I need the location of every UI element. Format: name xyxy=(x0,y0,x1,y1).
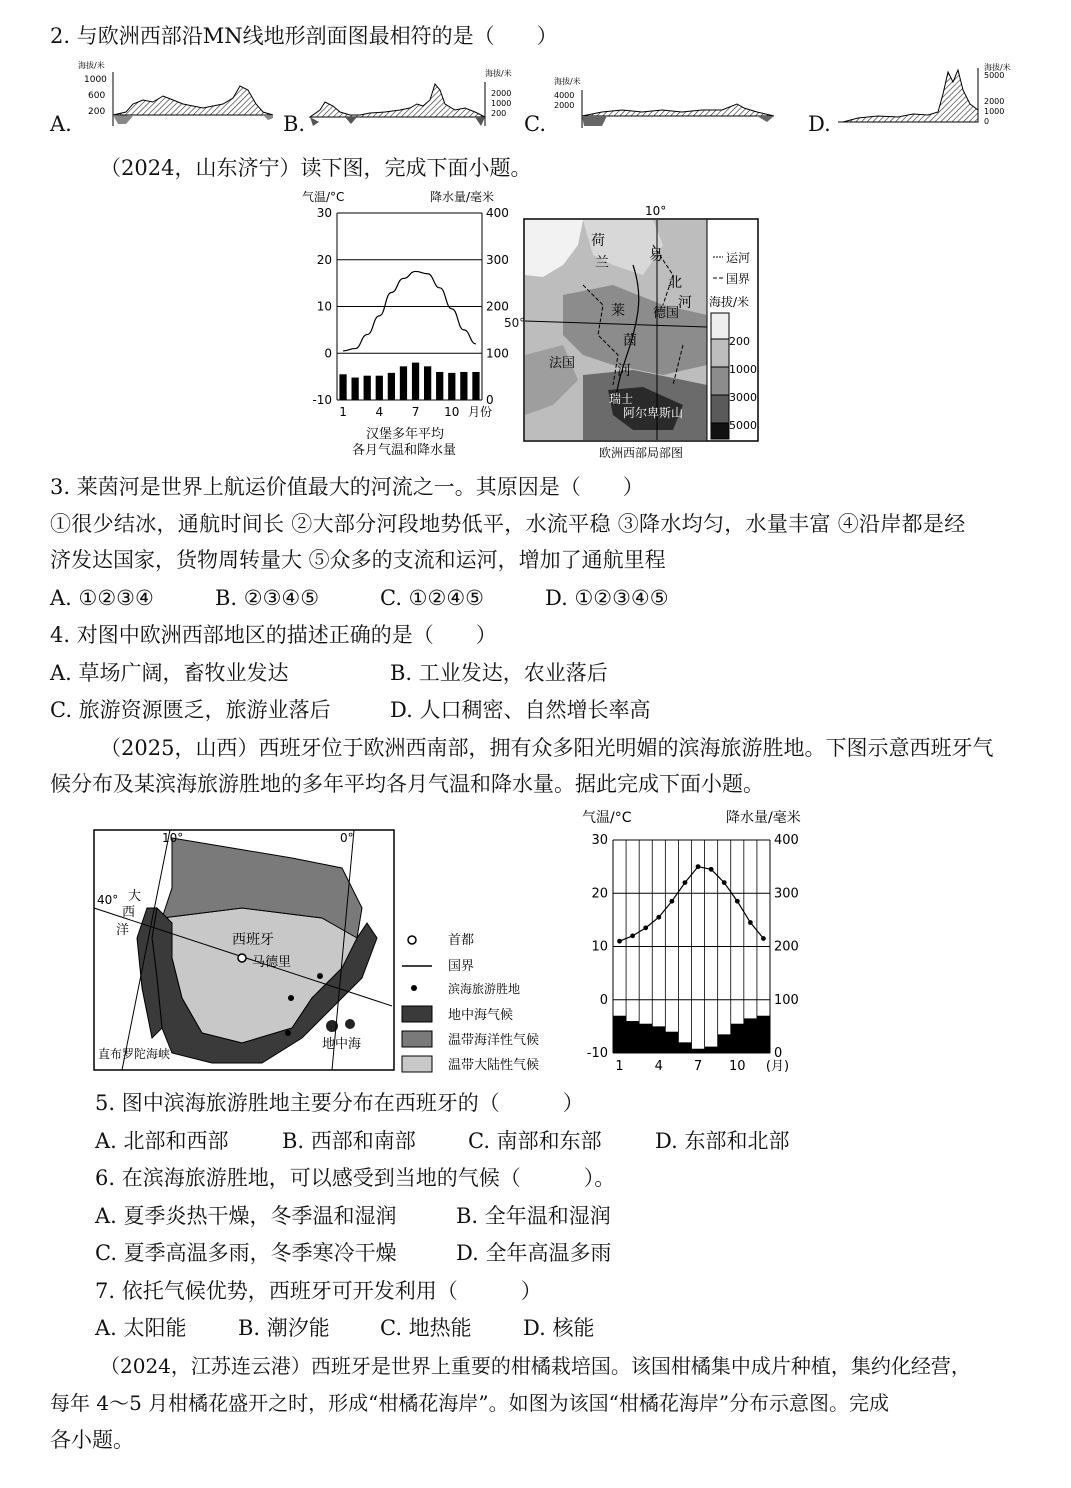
profile-b-tick: 200 xyxy=(491,109,507,118)
x-unit-label: (月) xyxy=(765,1059,790,1074)
precip-bar xyxy=(412,363,419,400)
map2-lat: 40° xyxy=(97,893,119,907)
chart1-caption-2: 各月气温和降水量 xyxy=(352,443,457,458)
precip-bar xyxy=(400,366,407,400)
chart2-ylabel-right: 降水量/毫米 xyxy=(726,810,801,826)
right-tick-label: 300 xyxy=(774,886,799,902)
temperature-point xyxy=(748,920,753,925)
map1-legend-border: 国界 xyxy=(726,272,751,286)
map2-lon2: 0° xyxy=(340,831,354,845)
profile-d-unit: 海拔/米 xyxy=(984,63,1011,72)
profile-d-tick: 1000 xyxy=(984,107,1005,116)
left-tick-label: 10 xyxy=(591,939,608,955)
profile-c-tick: 4000 xyxy=(554,91,575,100)
q4-stem: 4. 对图中欧洲西部地区的描述正确的是（ ） xyxy=(50,623,497,647)
q7-option-a[interactable]: A. 太阳能 xyxy=(95,1316,187,1340)
profile-a-unit: 海拔/米 xyxy=(78,61,105,70)
left-tick-label: 0 xyxy=(324,346,332,361)
profile-b-tick: 2000 xyxy=(491,89,512,98)
q3-option-a[interactable]: A. ①②③④ xyxy=(50,586,154,610)
precip-bar xyxy=(678,1042,691,1053)
precip-bar xyxy=(757,1016,770,1053)
spain-climate-map xyxy=(92,828,562,1078)
precip-bar xyxy=(744,1018,757,1053)
temperature-point xyxy=(669,899,674,904)
temperature-point xyxy=(643,925,648,930)
x-tick-label: 1 xyxy=(615,1059,624,1074)
temperature-point xyxy=(761,936,766,941)
map2-legend-oceanic: 温带海洋性气候 xyxy=(448,1033,540,1048)
set1-intro: （2024，山东济宁）读下图，完成下面小题。 xyxy=(100,156,532,180)
temperature-point xyxy=(656,915,661,920)
set3-line2: 每年 4～5 月柑橘花盛开之时，形成“柑橘花海岸”。如图为该国“柑橘花海岸”分布示意图。完成 xyxy=(50,1391,890,1415)
map2-legend-border: 国界 xyxy=(448,959,475,974)
precip-bar xyxy=(613,1016,626,1053)
q3-statement-line2: 济发达国家，货物周转量大 ⑤众多的支流和运河，增加了通航里程 xyxy=(50,548,666,572)
left-tick-label: 30 xyxy=(316,206,332,220)
x-tick-label: 10 xyxy=(444,405,460,419)
map1-label: 法国 xyxy=(549,356,576,371)
profile-a xyxy=(78,60,278,132)
profile-b-tick: 1000 xyxy=(491,99,512,108)
right-tick-label: 100 xyxy=(486,346,509,361)
precip-bar xyxy=(448,373,455,400)
temperature-point xyxy=(683,880,688,885)
q5-option-a[interactable]: A. 北部和西部 xyxy=(95,1129,229,1153)
temperature-point xyxy=(709,867,714,872)
profile-a-tick: 600 xyxy=(88,91,106,101)
map2-legend-capital: 首都 xyxy=(448,933,475,948)
q6-option-b[interactable]: B. 全年温和湿润 xyxy=(456,1204,611,1228)
map2-ocean-3: 洋 xyxy=(116,923,130,938)
map2-lon1: 10° xyxy=(162,831,184,845)
right-tick-label: 400 xyxy=(486,206,509,220)
left-tick-label: -10 xyxy=(312,393,332,407)
map1-label: 茵 xyxy=(623,333,637,349)
temperature-line xyxy=(343,271,476,350)
map1-caption: 欧洲西部局部图 xyxy=(599,446,684,460)
map1-label: 河 xyxy=(617,363,631,379)
temperature-point xyxy=(617,939,622,944)
q4-option-b[interactable]: B. 工业发达，农业落后 xyxy=(390,661,608,685)
profile-d-tick: 5000 xyxy=(984,71,1005,80)
q6-option-d[interactable]: D. 全年高温多雨 xyxy=(456,1241,612,1265)
x-tick-label: 7 xyxy=(693,1059,703,1074)
x-tick-label: 4 xyxy=(654,1059,663,1074)
profile-c-unit: 海拔/米 xyxy=(554,77,581,86)
q2-option-d-label: D. xyxy=(808,112,831,136)
left-tick-label: 30 xyxy=(591,833,608,848)
x-tick-label: 4 xyxy=(375,405,384,419)
profile-d-tick: 2000 xyxy=(984,97,1005,106)
q4-option-a[interactable]: A. 草场广阔，畜牧业发达 xyxy=(50,661,289,685)
q5-stem: 5. 图中滨海旅游胜地主要分布在西班牙的（ ） xyxy=(95,1091,584,1115)
q7-option-c[interactable]: C. 地热能 xyxy=(380,1316,472,1340)
q3-option-d[interactable]: D. ①②③④⑤ xyxy=(545,586,669,610)
profile-b xyxy=(305,60,535,132)
q7-option-d[interactable]: D. 核能 xyxy=(523,1316,595,1340)
profile-b-unit: 海拔/米 xyxy=(485,69,512,78)
q5-option-c[interactable]: C. 南部和东部 xyxy=(468,1129,602,1153)
temperature-point xyxy=(630,933,635,938)
temperature-point xyxy=(735,899,740,904)
q5-option-b[interactable]: B. 西部和南部 xyxy=(282,1129,416,1153)
q2-stem: 2. 与欧洲西部沿MN线地形剖面图最相符的是（ ） xyxy=(50,24,558,48)
precip-bar xyxy=(472,372,479,400)
map2-ocean-2: 西 xyxy=(122,905,136,920)
x-tick-label: 1 xyxy=(339,405,347,419)
precip-bar xyxy=(665,1032,678,1053)
temperature-point xyxy=(696,864,701,869)
q3-option-c[interactable]: C. ①②④⑤ xyxy=(380,586,484,610)
map1-label: 兰 xyxy=(595,255,609,271)
q6-option-c[interactable]: C. 夏季高温多雨，冬季寒冷干燥 xyxy=(95,1241,397,1265)
x-unit-label: 月份 xyxy=(467,405,492,419)
set2-intro-line2: 候分布及某滨海旅游胜地的多年平均各月气温和降水量。据此完成下面小题。 xyxy=(50,772,764,796)
precip-bar xyxy=(364,376,371,400)
map1-label: 荷 xyxy=(591,233,605,249)
map2-sea: 地中海 xyxy=(322,1037,362,1052)
map2-legend-resort: 滨海旅游胜地 xyxy=(448,982,521,996)
map1-label: 瑞士 xyxy=(609,392,634,406)
chart1-ylabel-right: 降水量/毫米 xyxy=(430,190,495,204)
hamburg-climate-chart xyxy=(300,190,515,460)
precip-bar xyxy=(339,374,346,400)
set3-line3: 各小题。 xyxy=(50,1428,134,1452)
right-tick-label: 100 xyxy=(774,992,799,1008)
profile-a-tick: 200 xyxy=(88,107,106,117)
precip-bar xyxy=(376,376,383,400)
right-tick-label: 0 xyxy=(774,1046,783,1061)
profile-c-tick: 2000 xyxy=(554,101,575,110)
precip-bar xyxy=(718,1034,731,1053)
profile-a-tick: 1000 xyxy=(84,75,107,85)
chart1-ylabel-left: 气温/°C xyxy=(302,190,345,204)
set3-line1: （2024，江苏连云港）西班牙是世界上重要的柑橘栽培国。该国柑橘集中成片种植，集约化经营， xyxy=(100,1354,971,1378)
precip-bar xyxy=(352,378,359,400)
left-tick-label: 20 xyxy=(316,252,332,267)
x-tick-label: 7 xyxy=(411,405,420,419)
precip-bar xyxy=(626,1021,639,1053)
q7-option-b[interactable]: B. 潮汐能 xyxy=(238,1316,330,1340)
q3-statement-line1: ①很少结冰，通航时间长 ②大部分河段地势低平，水流平稳 ③降水均匀，水量丰富 ④沿岸都是经 xyxy=(50,512,966,536)
resort-climate-chart xyxy=(578,806,828,1076)
precip-bar xyxy=(731,1024,744,1053)
map1-elev-tick: 200 xyxy=(729,335,750,348)
map1-label: 德国 xyxy=(653,306,680,321)
x-tick-label: 10 xyxy=(729,1059,746,1074)
q2-option-b-label: B. xyxy=(283,112,306,136)
precip-bar xyxy=(388,373,395,400)
map2-capital: 马德里 xyxy=(252,955,292,970)
map1-label: 河 xyxy=(678,295,692,311)
left-tick-label: -10 xyxy=(586,1046,608,1061)
chart1-caption-1: 汉堡多年平均 xyxy=(366,427,445,442)
map1-label: 莱 xyxy=(611,303,625,319)
map1-label: 阿尔卑斯山 xyxy=(623,406,684,420)
map1-elev-tick: 1000 xyxy=(729,363,757,376)
q7-stem: 7. 依托气候优势，西班牙可开发利用（ ） xyxy=(95,1279,542,1303)
right-tick-label: 200 xyxy=(486,299,509,314)
profile-c xyxy=(552,70,782,132)
profile-d xyxy=(838,60,1038,132)
map2-ocean-1: 大 xyxy=(128,889,142,904)
left-tick-label: 20 xyxy=(591,886,608,902)
precip-bar xyxy=(436,372,443,400)
q6-option-a[interactable]: A. 夏季炎热干燥，冬季温和湿润 xyxy=(95,1204,397,1228)
western-europe-map xyxy=(523,205,759,460)
right-tick-label: 400 xyxy=(774,833,799,848)
map1-legend-canal: 运河 xyxy=(726,251,751,265)
map1-lat-label-ext: 50° xyxy=(504,316,526,330)
precip-bar xyxy=(652,1026,665,1053)
map1-lon-label: 10° xyxy=(645,205,667,218)
precip-bar xyxy=(692,1049,705,1053)
map2-strait: 直布罗陀海峡 xyxy=(98,1047,171,1061)
precip-bar xyxy=(705,1047,718,1053)
map1-elev-tick: 3000 xyxy=(729,391,757,404)
map1-label: 北 xyxy=(668,275,682,291)
right-tick-label: 200 xyxy=(774,939,799,955)
q4-option-d[interactable]: D. 人口稠密、自然增长率高 xyxy=(390,698,651,722)
temperature-point xyxy=(722,880,727,885)
q4-option-c[interactable]: C. 旅游资源匮乏，旅游业落后 xyxy=(50,698,331,722)
q3-stem: 3. 莱茵河是世界上航运价值最大的河流之一。其原因是（ ） xyxy=(50,475,644,499)
precip-bar xyxy=(424,366,431,400)
q3-option-b[interactable]: B. ②③④⑤ xyxy=(215,586,320,610)
map1-legend-elev: 海拔/米 xyxy=(709,295,750,309)
q2-option-c-label: C. xyxy=(524,112,546,136)
map2-country: 西班牙 xyxy=(232,932,274,948)
map1-label: 易 xyxy=(649,248,663,264)
left-tick-label: 0 xyxy=(599,992,608,1008)
set2-intro-line1: （2025，山西）西班牙位于欧洲西南部，拥有众多阳光明媚的滨海旅游胜地。下图示意西班牙气 xyxy=(100,736,994,760)
chart2-ylabel-left: 气温/°C xyxy=(582,810,632,826)
map2-legend-continental: 温带大陆性气候 xyxy=(448,1058,540,1073)
q6-stem: 6. 在滨海旅游胜地，可以感受到当地的气候（ ）。 xyxy=(95,1166,616,1190)
precip-bar xyxy=(639,1024,652,1053)
right-tick-label: 300 xyxy=(486,252,509,267)
q5-option-d[interactable]: D. 东部和北部 xyxy=(655,1129,790,1153)
precip-bar xyxy=(460,372,467,400)
profile-d-tick: 0 xyxy=(984,117,990,126)
left-tick-label: 10 xyxy=(316,299,332,314)
right-tick-label: 0 xyxy=(486,393,494,407)
map1-elev-tick: 5000 xyxy=(729,419,757,432)
map2-legend-mediterranean: 地中海气候 xyxy=(448,1008,514,1023)
q2-option-a-label: A. xyxy=(50,112,72,136)
